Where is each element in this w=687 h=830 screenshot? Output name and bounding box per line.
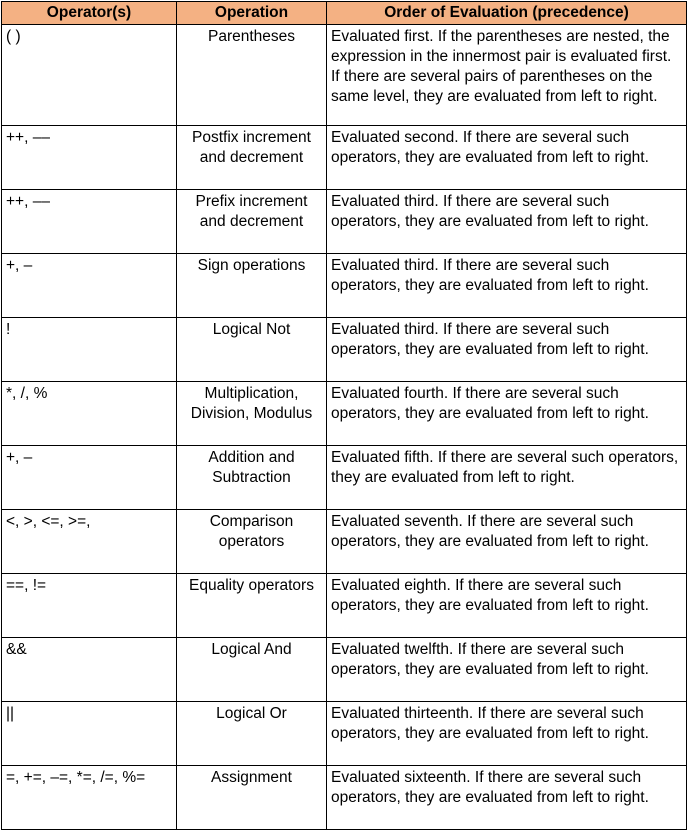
order-cell: Evaluated eighth. If there are several such operators, they are evaluated from left to right. (327, 574, 687, 638)
operators-cell: <, >, <=, >=, (2, 510, 177, 574)
table-header (2, 2, 687, 25)
header-operators: Operator(s) (2, 2, 177, 25)
operators-cell: *, /, % (2, 382, 177, 446)
operators-cell: && (2, 638, 177, 702)
header-row (2, 2, 687, 25)
operators-cell: || (2, 702, 177, 766)
operators-cell: =, +=, –=, *=, /=, %= (2, 766, 177, 830)
table-row (2, 766, 687, 830)
operation-cell: Addition and Subtraction (177, 446, 327, 510)
operators-cell: ++, –– (2, 190, 177, 254)
order-cell: Evaluated third. If there are several such operators, they are evaluated from left to right. (327, 318, 687, 382)
operators-cell: ! (2, 318, 177, 382)
operation-cell: Postfix increment and decrement (177, 126, 327, 190)
table-row (2, 318, 687, 382)
table-row (2, 254, 687, 318)
table-row (2, 446, 687, 510)
operators-cell: ++, –– (2, 126, 177, 190)
operation-cell: Equality operators (177, 574, 327, 638)
table-row (2, 638, 687, 702)
operators-cell: ( ) (2, 25, 177, 126)
operation-cell: Logical And (177, 638, 327, 702)
header-order: Order of Evaluation (precedence) (327, 2, 687, 25)
operation-cell: Multiplication, Division, Modulus (177, 382, 327, 446)
table-body (2, 25, 687, 830)
operation-cell: Logical Not (177, 318, 327, 382)
operation-cell: Sign operations (177, 254, 327, 318)
operation-cell: Parentheses (177, 25, 327, 126)
operators-cell: +, – (2, 446, 177, 510)
operators-cell: +, – (2, 254, 177, 318)
table-row (2, 574, 687, 638)
table-row (2, 382, 687, 446)
order-cell: Evaluated fourth. If there are several such operators, they are evaluated from left to right. (327, 382, 687, 446)
order-cell: Evaluated first. If the parentheses are nested, the expression in the innermost pair is evaluated first. If there are several pairs of parentheses on the same level, they are evaluated from left to right. (327, 25, 687, 126)
header-operation: Operation (177, 2, 327, 25)
table-row (2, 25, 687, 126)
operation-cell: Logical Or (177, 702, 327, 766)
table-row (2, 190, 687, 254)
order-cell: Evaluated third. If there are several such operators, they are evaluated from left to right. (327, 254, 687, 318)
order-cell: Evaluated twelfth. If there are several such operators, they are evaluated from left to right. (327, 638, 687, 702)
order-cell: Evaluated seventh. If there are several such operators, they are evaluated from left to right. (327, 510, 687, 574)
precedence-table (1, 1, 687, 830)
table-row (2, 702, 687, 766)
operation-cell: Comparison operators (177, 510, 327, 574)
order-cell: Evaluated thirteenth. If there are several such operators, they are evaluated from left to right. (327, 702, 687, 766)
operation-cell: Prefix increment and decrement (177, 190, 327, 254)
table-row (2, 510, 687, 574)
table-row (2, 126, 687, 190)
operators-cell: ==, != (2, 574, 177, 638)
order-cell: Evaluated second. If there are several such operators, they are evaluated from left to right. (327, 126, 687, 190)
order-cell: Evaluated sixteenth. If there are several such operators, they are evaluated from left to right. (327, 766, 687, 830)
order-cell: Evaluated third. If there are several such operators, they are evaluated from left to right. (327, 190, 687, 254)
order-cell: Evaluated fifth. If there are several such operators, they are evaluated from left to right. (327, 446, 687, 510)
operation-cell: Assignment (177, 766, 327, 830)
